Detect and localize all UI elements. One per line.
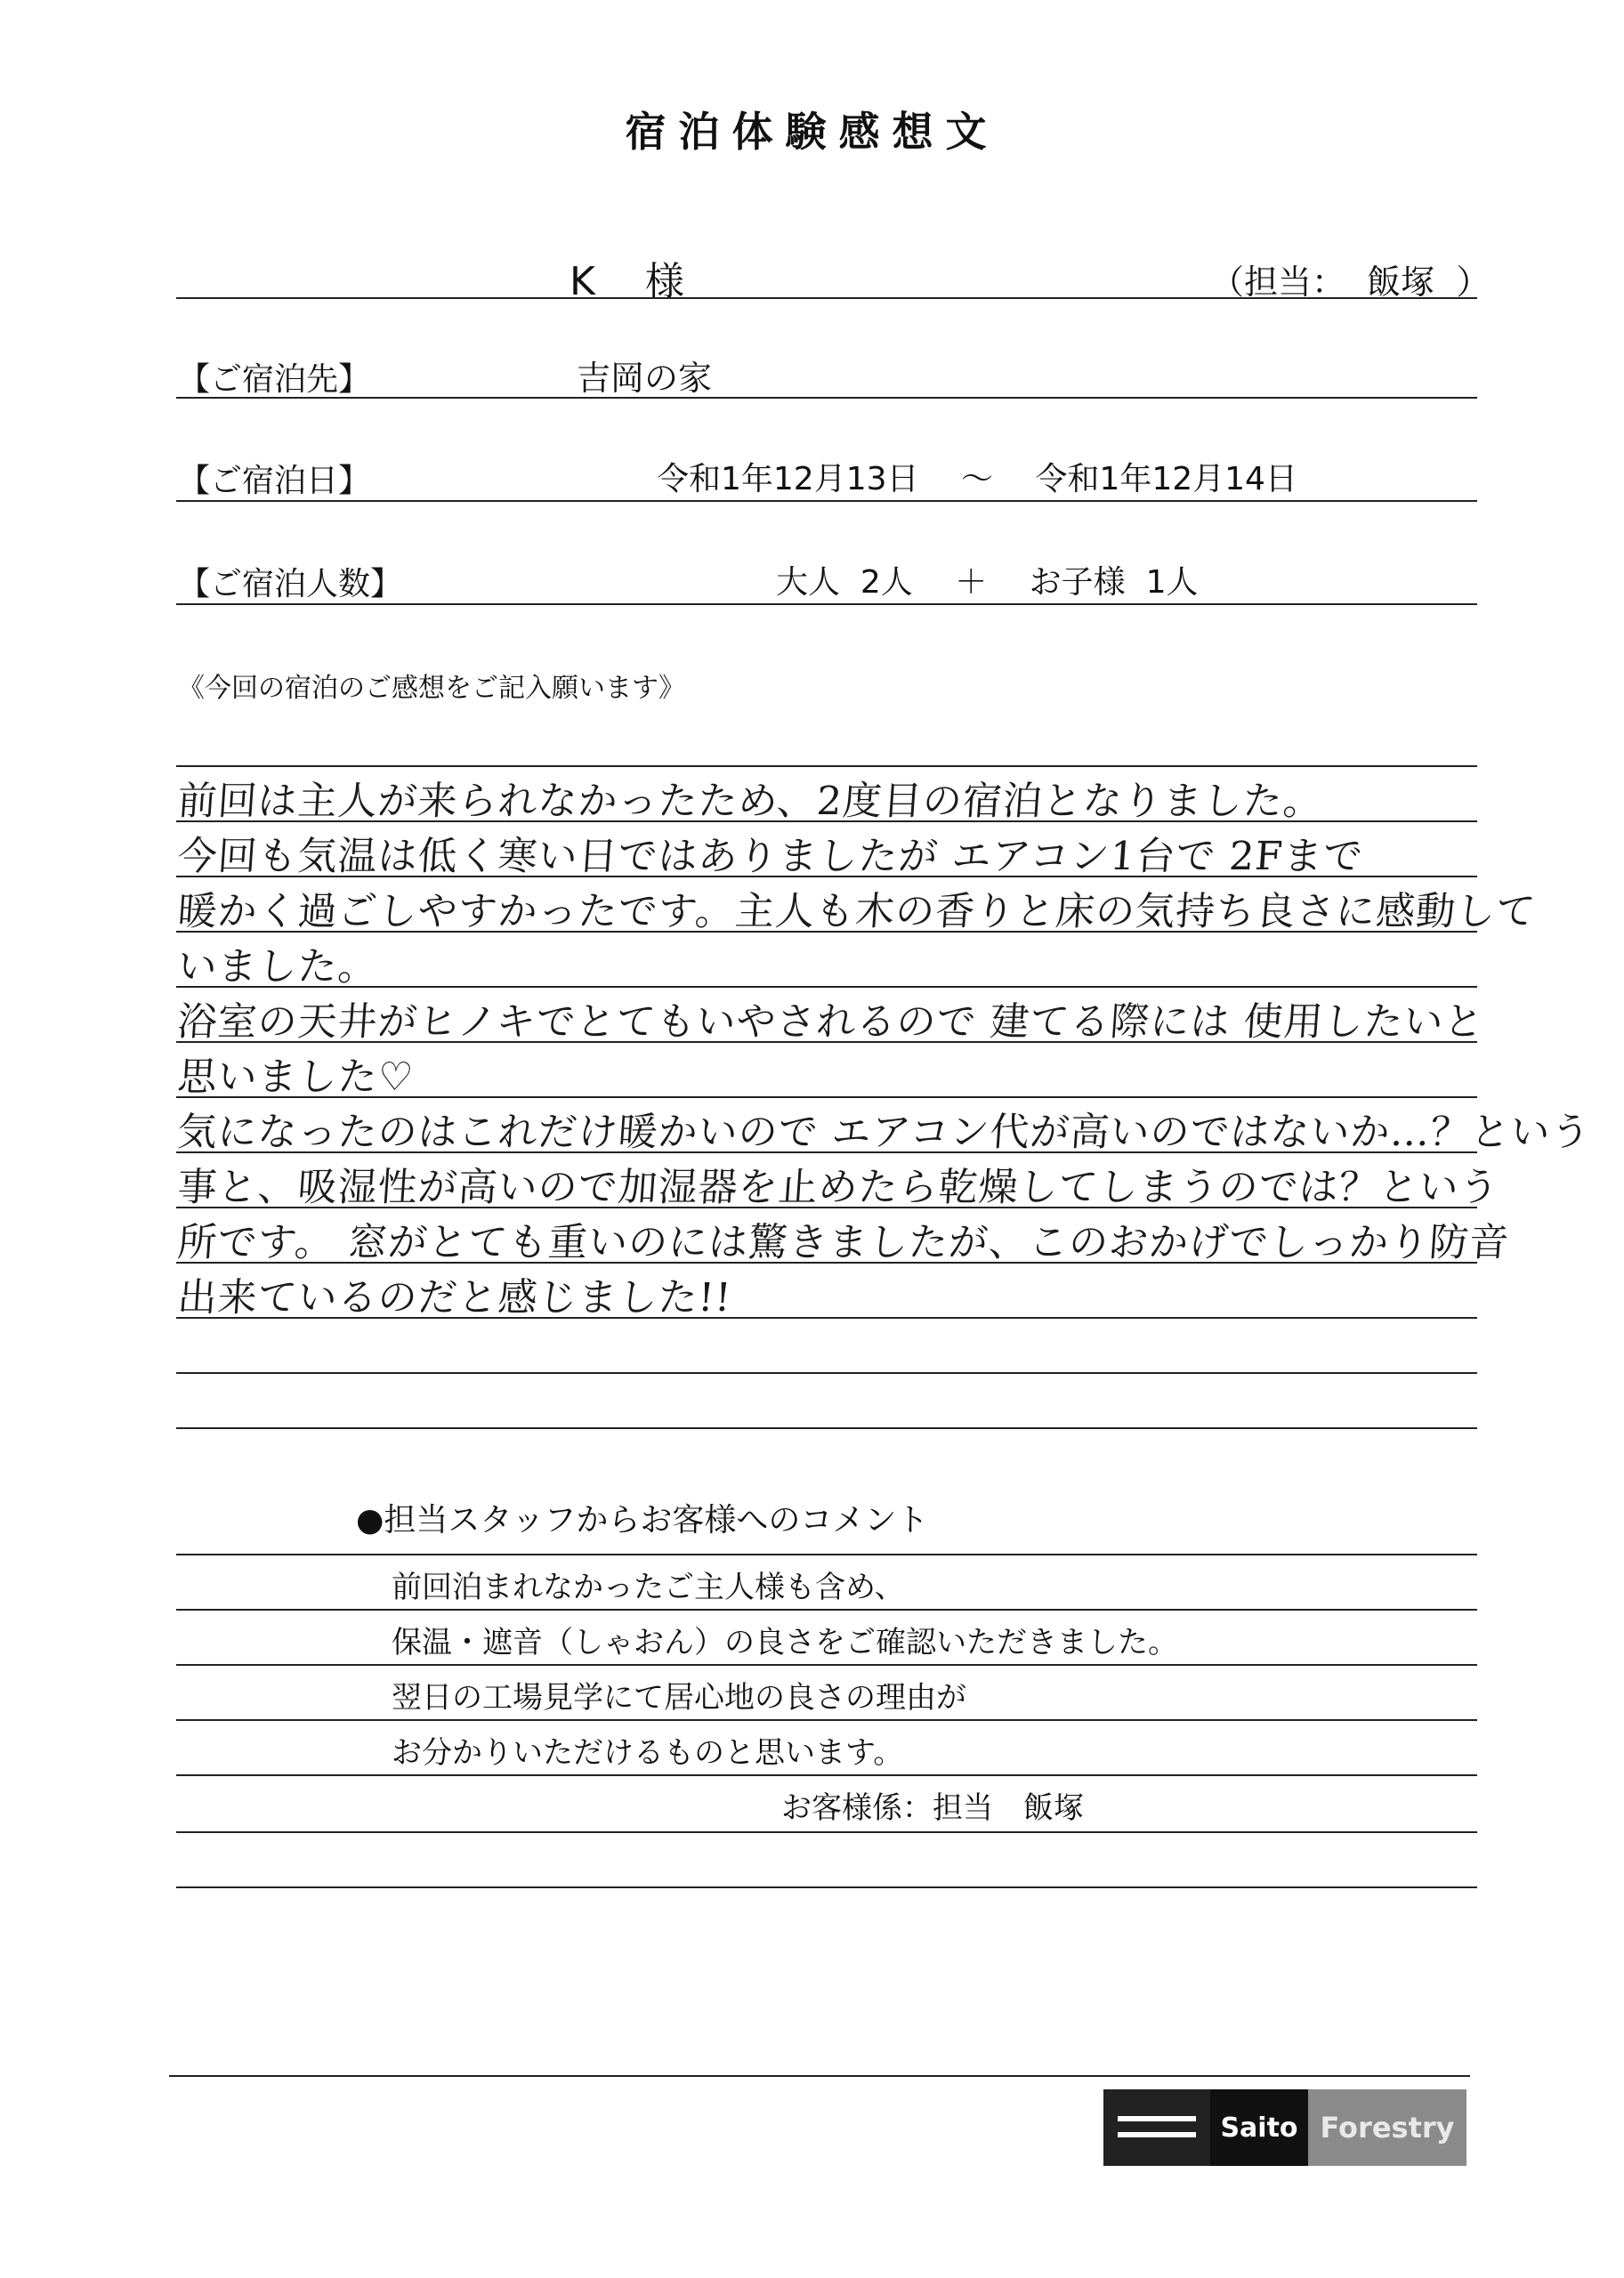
handwritten-line: 浴室の天井がヒノキでとてもいやされるので 建てる際には 使用したいと [175,999,1486,1045]
staff-in-charge: （担当： 飯塚 ） [1210,263,1491,302]
staff-comment-heading: ●担当スタッフからお客様へのコメント [356,1502,929,1539]
divider-line [176,397,1477,399]
handwritten-line: 事と、吸湿性が高いので加湿器を止めたら乾燥してしまうのでは？という [175,1165,1501,1210]
handwritten-line: 思いました♡ [175,1054,416,1100]
ruled-line [176,1554,1477,1555]
date-value: 令和1年12月13日 ～ 令和1年12月14日 [657,461,1297,497]
ruled-line [176,1664,1477,1666]
ruled-line [176,1427,1477,1429]
handwritten-line: いました。 [175,944,380,990]
impressions-prompt: 《今回の宿泊のご感想をご記入願います》 [178,673,685,704]
handwritten-line: 気になったのはこれだけ暖かいので エアコン代が高いのではないか…？という [175,1110,1593,1155]
place-label: 【ご宿泊先】 [178,361,371,398]
ruled-line [176,1831,1477,1833]
handwritten-line: 暖かく過ごしやすかったです。主人も木の香りと床の気持ち良さに感動して [175,889,1538,934]
footer-line [169,2075,1470,2077]
ruled-line [176,1719,1477,1721]
staff-comment-line: お分かりいただけるものと思います。 [392,1735,904,1771]
guests-label: 【ご宿泊人数】 [178,566,403,602]
handwritten-line: 今回も気温は低く寒い日ではありましたが エアコン1台で 2Fまで [175,834,1365,879]
staff-signature: お客様係：担当 飯塚 [781,1790,1084,1826]
form-title: 宿泊体験感想文 [625,108,999,156]
handwritten-line: 前回は主人が来られなかったため、2度目の宿泊となりました。 [175,779,1325,824]
ruled-line [176,1774,1477,1776]
ruled-line [176,1886,1477,1888]
staff-comment-line: 翌日の工場見学にて居心地の良さの理由が [392,1680,966,1716]
logo-mark-icon [1103,2089,1210,2166]
saito-forestry-logo [1103,2089,1466,2166]
handwritten-line: 所です。 窓がとても重いのには驚きましたが、このおかげでしっかり防音 [175,1220,1511,1265]
handwritten-line: 出来ているのだと感じました!! [175,1275,733,1321]
guests-value: 大人 2人 ＋ お子様 1人 [776,564,1199,601]
customer-name: K 様 [570,259,690,304]
logo-word-saito: Saito [1210,2089,1308,2166]
ruled-line [176,765,1477,767]
divider-line [176,297,1477,299]
staff-comment-line: 前回泊まれなかったご主人様も含め、 [392,1570,905,1605]
divider-line [176,500,1477,502]
ruled-line [176,1609,1477,1611]
place-value: 吉岡の家 [577,359,713,398]
ruled-line [176,1372,1477,1374]
divider-line [176,603,1477,605]
logo-word-forestry: Forestry [1308,2089,1466,2166]
date-label: 【ご宿泊日】 [178,463,371,499]
staff-comment-line: 保温・遮音（しゃおん）の良さをご確認いただきました。 [392,1625,1178,1660]
